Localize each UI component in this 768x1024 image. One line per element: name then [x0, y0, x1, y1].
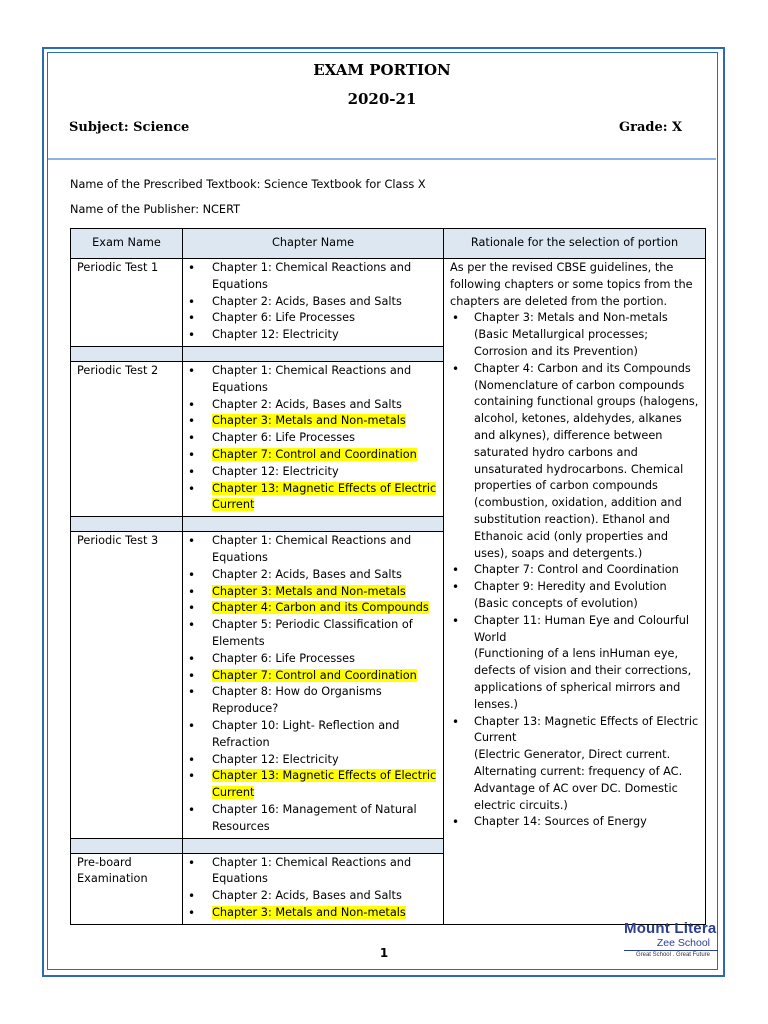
chapter-item [183, 905, 443, 922]
page-number: 1 [379, 946, 389, 960]
chapter-item [183, 802, 443, 836]
table-header-row [71, 229, 706, 259]
chapter-item [183, 668, 443, 685]
rationale-item-title: • Chapter 3: Metals and Non-metals [474, 311, 668, 325]
logo-subtitle: Zee School [624, 937, 718, 951]
rationale-item-detail: (Nomenclature of carbon compounds containing functional groups (halogens, alcohol, ketones, aldehydes, alkanes and alkynes), difference between saturated hydro carbons and unsaturated hydrocarbons. Chemical properties of carbon compounds (combustion, oxidation, addition and substitution reaction). Ethanol and Ethanoic acid (only properties and uses), soaps and detergents.) [474, 378, 699, 560]
chapter-item [183, 855, 443, 889]
chapter-item [183, 310, 443, 327]
chapter-item [183, 327, 443, 344]
chapter-label: Chapter 3: Metals and Non-metals [212, 584, 406, 598]
chapter-label: Chapter 2: Acids, Bases and Salts [212, 889, 402, 903]
chapter-label: Chapter 12: Electricity [212, 752, 339, 766]
chapter-item [183, 584, 443, 601]
exam-portion-table [70, 228, 706, 925]
chapter-label: Chapter 16: Management of Natural Resources [212, 802, 417, 833]
rationale-item-title: • Chapter 13: Magnetic Effects of Electric Current [474, 714, 699, 745]
textbook-name: Name of the Prescribed Textbook: Science Textbook for Class X [70, 178, 426, 191]
chapter-label: Chapter 4: Carbon and its Compounds [212, 601, 429, 615]
chapter-item [183, 718, 443, 752]
rationale-list [450, 310, 699, 831]
rationale-item-detail: (Functioning of a lens inHuman eye, defects of vision and their corrections, applications of spherical mirrors and lenses.) [474, 647, 692, 711]
chapter-list-cell [183, 361, 444, 516]
rationale-item-title: • Chapter 14: Sources of Energy [474, 815, 647, 829]
header-divider [48, 158, 716, 160]
publisher-name: Name of the Publisher: NCERT [70, 203, 240, 216]
rationale-item-detail: (Basic concepts of evolution) [474, 596, 638, 610]
rationale-item-detail: (Basic Metallurgical processes; Corrosion and its Prevention) [474, 328, 649, 358]
chapter-item [183, 684, 443, 718]
chapter-label: Chapter 1: Chemical Reactions and Equations [212, 855, 412, 886]
chapter-item [183, 363, 443, 397]
subject-label: Subject: Science [69, 120, 190, 135]
chapter-label: Chapter 8: How do Organisms Reproduce? [212, 685, 382, 716]
chapter-label: Chapter 2: Acids, Bases and Salts [212, 397, 402, 411]
chapter-label: Chapter 1: Chemical Reactions and Equations [212, 363, 412, 394]
rationale-cell [444, 259, 706, 925]
chapter-item [183, 617, 443, 651]
exam-name-cell: Periodic Test 3 [71, 532, 183, 838]
rationale-item [450, 562, 699, 579]
chapter-label: Chapter 6: Life Processes [212, 311, 355, 325]
document-year: 2020-21 [347, 90, 417, 108]
chapter-item [183, 397, 443, 414]
chapter-item [183, 481, 443, 515]
chapter-item [183, 413, 443, 430]
logo-name: Mount Litera [624, 920, 717, 937]
rationale-item [450, 613, 699, 714]
chapter-item [183, 430, 443, 447]
col-header-exam-name: Exam Name [71, 229, 183, 259]
chapter-label: Chapter 1: Chemical Reactions and Equations [212, 261, 412, 291]
chapter-list-cell [183, 532, 444, 838]
chapter-item [183, 533, 443, 567]
chapter-label: Chapter 2: Acids, Bases and Salts [212, 567, 402, 581]
chapter-item [183, 651, 443, 668]
chapter-label: Chapter 1: Chemical Reactions and Equations [212, 534, 412, 564]
rationale-item [450, 310, 699, 360]
col-header-chapter-name: Chapter Name [183, 229, 444, 259]
chapter-item [183, 567, 443, 584]
rationale-item [450, 579, 699, 613]
exam-name-cell: Periodic Test 2 [71, 361, 183, 516]
chapter-item [183, 600, 443, 617]
chapter-label: Chapter 7: Control and Coordination [212, 668, 417, 682]
chapter-list [183, 854, 443, 924]
chapter-label: Chapter 12: Electricity [212, 328, 339, 342]
exam-name-cell: Periodic Test 1 [71, 259, 183, 347]
chapter-label: Chapter 13: Magnetic Effects of Electric Current [212, 769, 437, 800]
rationale-item [450, 714, 699, 815]
chapter-label: Chapter 3: Metals and Non-metals [212, 905, 406, 919]
col-header-rationale: Rationale for the selection of portion [444, 229, 706, 259]
rationale-item-title: • Chapter 11: Human Eye and Colourful World [474, 613, 689, 644]
chapter-list [183, 532, 443, 837]
chapter-label: Chapter 6: Life Processes [212, 651, 355, 665]
chapter-item [183, 464, 443, 481]
chapter-label: Chapter 6: Life Processes [212, 431, 355, 445]
chapter-list [183, 259, 443, 346]
logo-tagline: Great School . Great Future [635, 952, 710, 958]
school-logo [618, 920, 718, 958]
chapter-label: Chapter 12: Electricity [212, 464, 339, 478]
chapter-item [183, 752, 443, 769]
exam-name-cell: Pre-board Examination [71, 853, 183, 924]
chapter-item [183, 768, 443, 802]
chapter-label: Chapter 5: Periodic Classification of Elements [212, 618, 413, 648]
rationale-item [450, 814, 699, 831]
chapter-item [183, 294, 443, 311]
rationale-item-detail: (Electric Generator, Direct current. Alternating current: frequency of AC. Advantage of AC over DC. Domestic electric circuits.) [474, 748, 683, 812]
chapter-list-cell [183, 259, 444, 347]
chapter-list [183, 362, 443, 516]
chapter-label: Chapter 2: Acids, Bases and Salts [212, 294, 402, 308]
document-title: EXAM PORTION [313, 61, 451, 79]
rationale-item [450, 361, 699, 563]
chapter-label: Chapter 10: Light- Reflection and Refraction [212, 718, 400, 749]
chapter-list-cell [183, 853, 444, 924]
chapter-label: Chapter 13: Magnetic Effects of Electric Current [212, 481, 437, 512]
chapter-label: Chapter 7: Control and Coordination [212, 447, 417, 461]
chapter-item [183, 260, 443, 294]
rationale-item-title: • Chapter 4: Carbon and its Compounds [474, 361, 691, 375]
grade-label: Grade: X [619, 120, 683, 135]
rationale-item-title: • Chapter 7: Control and Coordination [474, 563, 679, 577]
rationale-intro: As per the revised CBSE guidelines, the following chapters or some topics from the chapters are deleted from the portion. [450, 261, 693, 308]
table-row [71, 259, 706, 347]
chapter-item [183, 888, 443, 905]
chapter-item [183, 447, 443, 464]
chapter-label: Chapter 3: Metals and Non-metals [212, 414, 406, 428]
rationale-item-title: • Chapter 9: Heredity and Evolution [474, 580, 667, 594]
